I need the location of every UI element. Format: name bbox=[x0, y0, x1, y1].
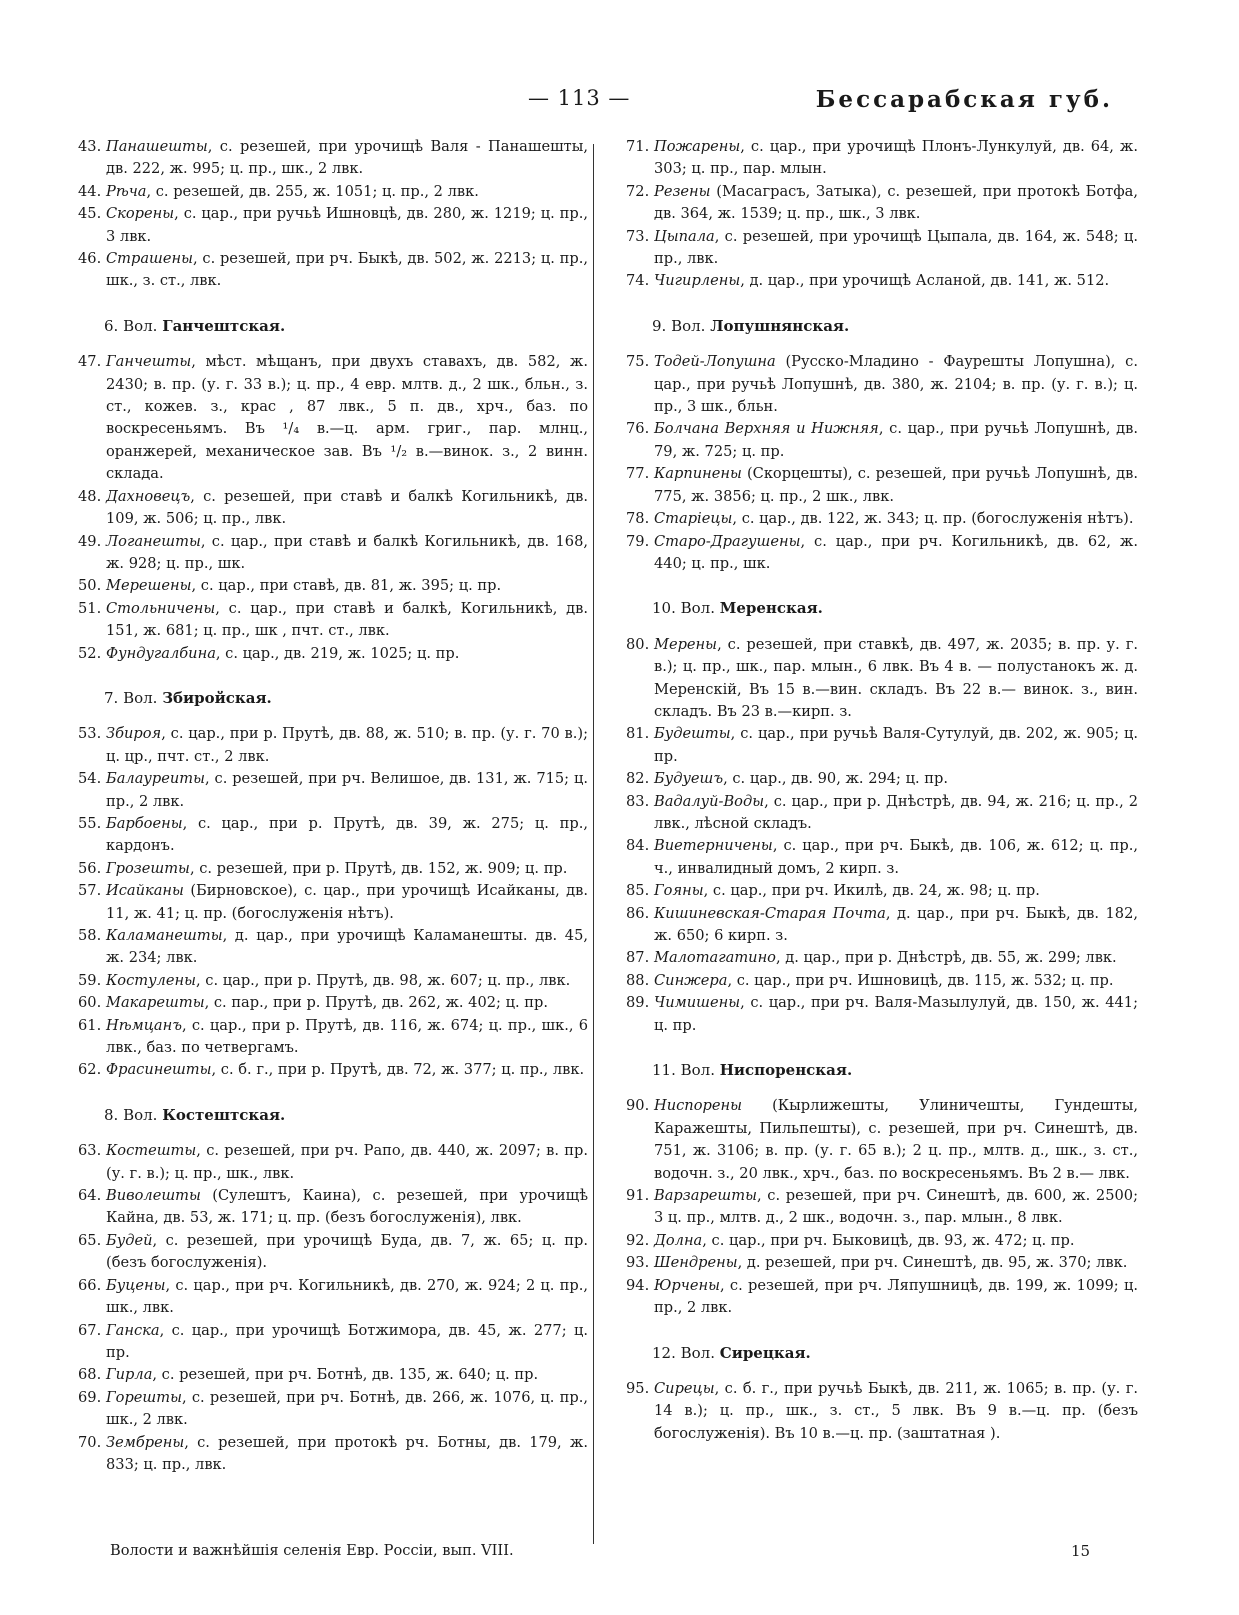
gazetteer-entry bbox=[626, 723, 1138, 768]
entry-text: , с. резешей, при рч. Ляпушницѣ, дв. 199, ж. 1099; ц. пр., 2 лвк. bbox=[654, 1276, 1138, 1317]
entry-number: 73. bbox=[626, 227, 650, 245]
gazetteer-entry bbox=[626, 947, 1138, 969]
settlement-name: Юрчены bbox=[654, 1276, 720, 1294]
entry-text: , с. резешей, при рч. Рапо, дв. 440, ж. 2097; в. пр. (у. г. в.); ц. пр., шк., лвк. bbox=[106, 1142, 588, 1182]
settlement-name: Будей bbox=[106, 1231, 153, 1249]
entry-number: 68. bbox=[78, 1366, 102, 1384]
settlement-name: Мерены bbox=[654, 635, 718, 653]
settlement-name: Фундугалбина bbox=[106, 644, 216, 662]
entry-number: 88. bbox=[626, 971, 650, 989]
section-label: Вол. bbox=[123, 316, 163, 335]
entry-text: , с. цар., при рч. Валя-Мазылулуй, дв. 150, ж. 441; ц. пр. bbox=[654, 994, 1138, 1034]
entry-number: 95. bbox=[626, 1379, 650, 1397]
gazetteer-entry bbox=[78, 970, 588, 992]
settlement-name: Костешты bbox=[106, 1142, 197, 1160]
gazetteer-entry bbox=[78, 248, 588, 293]
entry-number: 48. bbox=[78, 487, 102, 505]
settlement-name: Рѣча bbox=[106, 182, 147, 200]
entry-text: , с. резешей, дв. 255, ж. 1051; ц. пр., 2 лвк. bbox=[146, 182, 479, 200]
gazetteer-entry bbox=[626, 1230, 1138, 1252]
gazetteer-entry bbox=[78, 531, 588, 576]
entry-number: 80. bbox=[626, 635, 650, 653]
section-number: 8. bbox=[104, 1105, 124, 1124]
gazetteer-entry bbox=[78, 351, 588, 485]
settlement-name: Стольничены bbox=[106, 599, 216, 617]
entry-number: 76. bbox=[626, 420, 650, 438]
settlement-name: Исайканы bbox=[106, 882, 184, 900]
section-heading bbox=[652, 1059, 1138, 1081]
gazetteer-entry bbox=[626, 835, 1138, 880]
section-heading bbox=[104, 1104, 588, 1126]
entry-text: , с. цар., при рч. Когильникѣ, дв. 270, ж. 924; 2 ц. пр., шк., лвк. bbox=[106, 1276, 588, 1317]
settlement-name: Ганска bbox=[106, 1321, 160, 1339]
section-number: 7. bbox=[104, 688, 124, 707]
entry-text: (Бирновское), с. цар., при урочищѣ Исайканы, дв. 11, ж. 41; ц. пр. (богослуженія нѣтъ). bbox=[106, 882, 588, 922]
entry-text: , с. цар., при ставѣ и балкѣ, Когильникѣ, дв. 151, ж. 681; ц. пр., шк , пчт. ст., лвк. bbox=[106, 599, 588, 640]
settlement-name: Ниспорены bbox=[654, 1097, 742, 1115]
gazetteer-entry bbox=[78, 1230, 588, 1275]
section-name: Ганчештская. bbox=[162, 316, 286, 335]
column-divider bbox=[593, 144, 594, 1544]
entry-number: 45. bbox=[78, 205, 102, 223]
entry-number: 58. bbox=[78, 927, 102, 944]
settlement-name: Старо-Драгушены bbox=[654, 532, 801, 550]
entry-number: 87. bbox=[626, 949, 650, 967]
gazetteer-entry bbox=[78, 203, 588, 248]
gazetteer-entry bbox=[626, 1378, 1138, 1445]
entry-number: 65. bbox=[78, 1231, 102, 1249]
entry-text: , с. цар., при урочищѣ Ботжимора, дв. 45, ж. 277; ц. пр. bbox=[106, 1321, 588, 1361]
gazetteer-entry bbox=[78, 181, 588, 203]
section-label: Вол. bbox=[671, 316, 711, 335]
settlement-name: Виволешты bbox=[106, 1187, 201, 1205]
entry-text: , с. пар., при р. Прутѣ, дв. 262, ж. 402; ц. пр. bbox=[204, 994, 548, 1012]
gazetteer-entry bbox=[626, 181, 1138, 226]
entry-number: 61. bbox=[78, 1016, 102, 1034]
gazetteer-entry bbox=[626, 418, 1138, 463]
entry-number: 93. bbox=[626, 1254, 650, 1272]
section-number: 9. bbox=[652, 316, 672, 335]
entry-number: 46. bbox=[78, 250, 102, 268]
entry-text: , с. цар., при ручьѣ Валя-Сутулуй, дв. 202, ж. 905; ц. пр. bbox=[654, 725, 1138, 765]
entry-text: , с. резешей, при рч. Синештѣ, дв. 600, ж. 2500; 3 ц. пр., млтв. д., 2 шк., водочн. з., пар. млын., 8 лвк. bbox=[654, 1187, 1138, 1227]
gazetteer-entry bbox=[626, 970, 1138, 992]
entry-number: 64. bbox=[78, 1187, 102, 1205]
entry-text: , с. цар., при р. Прутѣ, дв. 88, ж. 510; в. пр. (у. г. 70 в.); ц. цр., пчт. ст., 2 лвк. bbox=[106, 725, 588, 765]
section-name: Меренская. bbox=[719, 599, 823, 618]
entry-text: , с. цар., при рч. Когильникѣ, дв. 62, ж. 440; ц. пр., шк. bbox=[654, 532, 1138, 572]
section-heading bbox=[104, 315, 588, 337]
entry-text: , д. резешей, при рч. Синештѣ, дв. 95, ж. 370; лвк. bbox=[737, 1254, 1128, 1272]
section-label: Вол. bbox=[680, 599, 720, 618]
entry-text: , с. цар., при ручьѣ Ишновцѣ, дв. 280, ж. 1219; ц. пр., 3 лвк. bbox=[106, 205, 588, 245]
section-number: 12. bbox=[652, 1343, 681, 1362]
gazetteer-entry bbox=[626, 634, 1138, 724]
settlement-name: Горешты bbox=[106, 1388, 182, 1406]
section-label: Вол. bbox=[680, 1061, 720, 1080]
section-name: Лопушнянская. bbox=[710, 316, 850, 335]
entry-text: , с. цар., при рч. Быковицѣ, дв. 93, ж. 472; ц. пр. bbox=[702, 1231, 1075, 1249]
entry-text: , с. цар., при р. Прутѣ, дв. 39, ж. 275; ц. пр., кардонъ. bbox=[106, 814, 588, 855]
gazetteer-entry bbox=[626, 351, 1138, 418]
gazetteer-entry bbox=[78, 1275, 588, 1320]
entry-text: , мѣст. мѣщанъ, при двухъ ставахъ, дв. 582, ж. 2430; в. пр. (у. г. 33 в.); ц. пр., 4 евр. млтв. д., 2 шк., бльн., з. ст., кожев. з., крас , 87 лвк., 5 п. дв., хрч., баз. по воскресеньямъ. Въ ¹/₄ в.—ц. арм. григ., пар. млнц., оранжерей, механическое зав. Въ ¹/₂ в.—винок. з., 2 винн. склада. bbox=[106, 353, 588, 483]
gazetteer-entry bbox=[78, 880, 588, 925]
entry-text: (Сулештъ, Каина), с. резешей, при урочищѣ Кайна, дв. 53, ж. 171; ц. пр. (безъ богослуженія), лвк. bbox=[106, 1187, 588, 1227]
gazetteer-entry bbox=[78, 1432, 588, 1477]
gazetteer-entry bbox=[78, 486, 588, 531]
settlement-name: Старіецы bbox=[654, 510, 733, 528]
entry-text: , с. цар., дв. 122, ж. 343; ц. пр. (богослуженія нѣтъ). bbox=[732, 510, 1134, 528]
gazetteer-entry bbox=[78, 858, 588, 880]
settlement-name: Мерешены bbox=[106, 577, 192, 595]
section-heading bbox=[652, 315, 1138, 337]
settlement-name: Логанешты bbox=[106, 532, 201, 550]
footer-source: Волости и важнѣйшія селенія Евр. Россіи, вып. VIII. bbox=[110, 1542, 514, 1559]
section-name: Костештская. bbox=[162, 1105, 286, 1124]
entry-number: 84. bbox=[626, 837, 650, 855]
settlement-name: Сирецы bbox=[654, 1379, 715, 1397]
settlement-name: Малотагатино bbox=[654, 949, 776, 967]
entry-text: , с. цар., при р. Прутѣ, дв. 116, ж. 674; ц. пр., шк., 6 лвк., баз. по четвергамъ. bbox=[106, 1016, 588, 1057]
gazetteer-entry bbox=[626, 992, 1138, 1037]
settlement-name: Панашешты bbox=[106, 138, 208, 155]
entry-text: (Кырлижешты, Улиничешты, Гундешты, Каражешты, Пильпешты), с. резешей, при рч. Синештѣ, дв. 751, ж. 3106; в. пр. (у. г. 65 в.); 2 ц. пр., млтв. д., шк., з. ст., водочн. з., 20 лвк., хрч., баз. по воскресеньямъ. Въ 2 в.— лвк. bbox=[654, 1097, 1138, 1182]
gazetteer-entry bbox=[626, 270, 1138, 292]
entry-text: , с. цар., при ручьѣ Лопушнѣ, дв. 79, ж. 725; ц. пр. bbox=[654, 420, 1138, 460]
settlement-name: Нѣмцанъ bbox=[106, 1016, 182, 1034]
entry-number: 94. bbox=[626, 1276, 650, 1294]
entry-text: , с. резешей, при урочищѣ Валя - Панашешты, дв. 222, ж. 995; ц. пр., шк., 2 лвк. bbox=[106, 138, 588, 178]
gazetteer-entry bbox=[78, 1320, 588, 1365]
settlement-name: Карпинены bbox=[654, 465, 742, 483]
entry-text: , с. цар., дв. 219, ж. 1025; ц. пр. bbox=[215, 644, 460, 662]
page-number: — 113 — bbox=[528, 86, 631, 110]
entry-number: 74. bbox=[626, 272, 650, 290]
settlement-name: Чигирлены bbox=[654, 272, 741, 290]
settlement-name: Синжера bbox=[654, 971, 728, 989]
entry-number: 53. bbox=[78, 725, 102, 743]
gazetteer-entry bbox=[626, 463, 1138, 508]
gazetteer-entry bbox=[78, 723, 588, 768]
entry-number: 43. bbox=[78, 138, 102, 155]
settlement-name: Кишиневская-Старая Почта bbox=[654, 904, 886, 922]
entry-number: 63. bbox=[78, 1142, 102, 1160]
gazetteer-entry bbox=[78, 813, 588, 858]
settlement-name: Тодей-Лопушна bbox=[654, 353, 776, 371]
gazetteer-entry bbox=[78, 1059, 588, 1081]
entry-number: 78. bbox=[626, 510, 650, 528]
entry-number: 44. bbox=[78, 182, 102, 200]
section-label: Вол. bbox=[123, 1105, 163, 1124]
entry-text: , д. цар., при рч. Быкѣ, дв. 182, ж. 650; 6 кирп. з. bbox=[654, 904, 1138, 944]
gazetteer-entry bbox=[626, 791, 1138, 836]
entry-number: 54. bbox=[78, 770, 102, 788]
settlement-name: Гояны bbox=[654, 882, 704, 900]
entry-text: , с. резешей, при рч. Быкѣ, дв. 502, ж. 2213; ц. пр., шк., з. ст., лвк. bbox=[106, 250, 588, 290]
entry-text: , д. цар., при урочищѣ Каламанешты. дв. 45, ж. 234; лвк. bbox=[106, 927, 588, 967]
entry-number: 79. bbox=[626, 532, 650, 550]
left-column bbox=[78, 136, 588, 1476]
gazetteer-entry bbox=[626, 880, 1138, 902]
gazetteer-entry bbox=[626, 508, 1138, 530]
entry-number: 52. bbox=[78, 644, 102, 662]
settlement-name: Ганчешты bbox=[106, 353, 192, 371]
section-name: Ниспоренская. bbox=[719, 1061, 853, 1080]
entry-number: 57. bbox=[78, 882, 102, 900]
entry-text: , с. резешей, при урочищѣ Буда, дв. 7, ж. 65; ц. пр. (безъ богослуженія). bbox=[106, 1231, 588, 1272]
entry-text: , с. б. г., при р. Прутѣ, дв. 72, ж. 377; ц. пр., лвк. bbox=[211, 1061, 585, 1079]
gazetteer-entry bbox=[78, 136, 588, 181]
entry-number: 92. bbox=[626, 1231, 650, 1249]
entry-number: 83. bbox=[626, 792, 650, 810]
settlement-name: Збироя bbox=[106, 725, 162, 743]
settlement-name: Буцены bbox=[106, 1276, 166, 1294]
section-heading bbox=[104, 687, 588, 709]
entry-text: , с. резешей, при р. Прутѣ, дв. 152, ж. 909; ц. пр. bbox=[189, 859, 568, 877]
entry-number: 50. bbox=[78, 577, 102, 595]
section-name: Збиройская. bbox=[162, 688, 272, 707]
section-label: Вол. bbox=[123, 688, 163, 707]
gazetteer-entry bbox=[626, 768, 1138, 790]
entry-number: 47. bbox=[78, 353, 102, 371]
entry-number: 75. bbox=[626, 353, 650, 371]
settlement-name: Будешты bbox=[654, 725, 731, 743]
settlement-name: Страшены bbox=[106, 250, 194, 268]
settlement-name: Будуешъ bbox=[654, 770, 724, 788]
gazetteer-entry bbox=[78, 575, 588, 597]
settlement-name: Балауреиты bbox=[106, 770, 205, 788]
gazetteer-entry bbox=[78, 1387, 588, 1432]
entry-text: (Русско-Младино - Фаурешты Лопушна), с. цар., при ручьѣ Лопушнѣ, дв. 380, ж. 2104; в. пр. (у. г. в.); ц. пр., 3 шк., бльн. bbox=[654, 353, 1138, 416]
gazetteer-entry bbox=[78, 1140, 588, 1185]
settlement-name: Чимишены bbox=[654, 994, 741, 1012]
entry-text: , с. цар., при ставѣ и балкѣ Когильникѣ, дв. 168, ж. 928; ц. пр., шк. bbox=[106, 532, 588, 572]
running-title: Бессарабская губ. bbox=[815, 86, 1113, 113]
entry-number: 60. bbox=[78, 994, 102, 1012]
gazetteer-entry bbox=[626, 1252, 1138, 1274]
settlement-name: Зембрены bbox=[106, 1433, 185, 1451]
gazetteer-entry bbox=[626, 531, 1138, 576]
section-heading bbox=[652, 1342, 1138, 1364]
section-name: Сирецкая. bbox=[719, 1343, 811, 1362]
entry-text: , с. резешей, при ставѣ и балкѣ Когильникѣ, дв. 109, ж. 506; ц. пр., лвк. bbox=[106, 487, 588, 528]
settlement-name: Виетерничены bbox=[654, 837, 773, 855]
gazetteer-entry bbox=[78, 925, 588, 970]
settlement-name: Каламанешты bbox=[106, 927, 223, 944]
settlement-name: Болчана Верхняя и Нижняя bbox=[654, 420, 879, 438]
entry-text: , с. цар., при р. Днѣстрѣ, дв. 94, ж. 216; ц. пр., 2 лвк., лѣсной складъ. bbox=[654, 792, 1138, 832]
entry-text: , с. резешей, при рч. Ботнѣ, дв. 266, ж. 1076, ц. пр., шк., 2 лвк. bbox=[106, 1388, 588, 1429]
gazetteer-entry bbox=[626, 226, 1138, 271]
entry-number: 66. bbox=[78, 1276, 102, 1294]
gazetteer-entry bbox=[78, 992, 588, 1014]
settlement-name: Гирла bbox=[106, 1366, 153, 1384]
entry-text: , с. резешей, при рч. Велишое, дв. 131, ж. 715; ц. пр., 2 лвк. bbox=[106, 770, 588, 810]
entry-number: 82. bbox=[626, 770, 650, 788]
entry-number: 49. bbox=[78, 532, 102, 550]
gazetteer-entry bbox=[78, 1185, 588, 1230]
entry-number: 72. bbox=[626, 182, 650, 200]
entry-number: 56. bbox=[78, 859, 102, 877]
entry-number: 70. bbox=[78, 1433, 102, 1451]
settlement-name: Фрасинешты bbox=[106, 1061, 212, 1079]
gazetteer-entry bbox=[626, 1185, 1138, 1230]
settlement-name: Варзарешты bbox=[654, 1187, 757, 1205]
gazetteer-entry bbox=[78, 1015, 588, 1060]
gazetteer-entry bbox=[626, 903, 1138, 948]
entry-number: 86. bbox=[626, 904, 650, 922]
entry-number: 67. bbox=[78, 1321, 102, 1339]
gazetteer-entry bbox=[626, 136, 1138, 181]
entry-number: 91. bbox=[626, 1187, 650, 1205]
settlement-name: Цыпала bbox=[654, 227, 715, 245]
entry-text: , с. цар., дв. 90, ж. 294; ц. пр. bbox=[723, 770, 948, 788]
gazetteer-entry bbox=[626, 1275, 1138, 1320]
entry-text: , с. цар., при р. Прутѣ, дв. 98, ж. 607; ц. пр., лвк. bbox=[196, 971, 571, 989]
entry-number: 90. bbox=[626, 1097, 650, 1115]
entry-number: 81. bbox=[626, 725, 650, 743]
section-label: Вол. bbox=[680, 1343, 720, 1362]
entry-number: 62. bbox=[78, 1061, 102, 1079]
gazetteer-entry bbox=[78, 1364, 588, 1386]
entry-text: , с. б. г., при ручьѣ Быкѣ, дв. 211, ж. 1065; в. пр. (у. г. 14 в.); ц. пр., шк., з. ст., 5 лвк. Въ 9 в.—ц. пр. (безъ богослуженія). Въ 10 в.—ц. пр. (заштатная ). bbox=[654, 1379, 1138, 1442]
entry-text: , д. цар., при урочищѣ Асланой, дв. 141, ж. 512. bbox=[740, 272, 1110, 290]
entry-text: , с. цар., при рч. Ишновицѣ, дв. 115, ж. 532; ц. пр. bbox=[727, 971, 1114, 989]
entry-text: , с. цар., при урочищѣ Плонъ-Лункулуй, дв. 64, ж. 303; ц. пр., пар. млын. bbox=[654, 138, 1138, 178]
entry-text: , с. цар., при ставѣ, дв. 81, ж. 395; ц. пр. bbox=[191, 577, 502, 595]
settlement-name: Пожарены bbox=[654, 138, 741, 155]
gazetteer-entry bbox=[78, 643, 588, 665]
section-heading bbox=[652, 597, 1138, 619]
footer-sheet-number: 15 bbox=[1071, 1542, 1091, 1560]
entry-text: , с. резешей, при урочищѣ Цыпала, дв. 164, ж. 548; ц. пр., лвк. bbox=[654, 227, 1138, 268]
settlement-name: Барбоены bbox=[106, 814, 183, 832]
entry-text: (Масаграсъ, Затыка), с. резешей, при протокѣ Ботфа, дв. 364, ж. 1539; ц. пр., шк., 3 лвк. bbox=[654, 182, 1138, 223]
gazetteer-entry bbox=[78, 598, 588, 643]
section-number: 6. bbox=[104, 316, 124, 335]
entry-text: , с. цар., при рч. Икилѣ, дв. 24, ж. 98; ц. пр. bbox=[703, 882, 1040, 900]
entry-number: 85. bbox=[626, 882, 650, 900]
entry-text: , с. резешей, при ставкѣ, дв. 497, ж. 2035; в. пр. у. г. в.); ц. пр., шк., пар. млын., 6 лвк. Въ 4 в. — полустанокъ ж. д. Меренскій, Въ 15 в.—вин. складъ. Въ 22 в.— винок. з., вин. складъ. Въ 23 в.—кирп. з. bbox=[654, 635, 1138, 720]
entry-number: 89. bbox=[626, 994, 650, 1012]
entry-number: 51. bbox=[78, 599, 102, 617]
settlement-name: Резены bbox=[654, 182, 711, 200]
entry-text: , д. цар., при р. Днѣстрѣ, дв. 55, ж. 299; лвк. bbox=[775, 949, 1117, 967]
settlement-name: Долна bbox=[654, 1231, 703, 1249]
section-number: 10. bbox=[652, 599, 681, 618]
entry-number: 69. bbox=[78, 1388, 102, 1406]
entry-number: 71. bbox=[626, 138, 650, 155]
entry-number: 77. bbox=[626, 465, 650, 483]
gazetteer-entry bbox=[626, 1095, 1138, 1185]
entry-text: , с. резешей, при рч. Ботнѣ, дв. 135, ж. 640; ц. пр. bbox=[152, 1366, 539, 1384]
settlement-name: Грозешты bbox=[106, 859, 190, 877]
section-number: 11. bbox=[652, 1061, 681, 1080]
settlement-name: Вадалуй-Воды bbox=[654, 792, 765, 810]
settlement-name: Дахновецъ bbox=[106, 487, 191, 505]
settlement-name: Шендрены bbox=[654, 1254, 738, 1272]
entry-text: , с. цар., при рч. Быкѣ, дв. 106, ж. 612; ц. пр., ч., инвалидный домъ, 2 кирп. з. bbox=[654, 837, 1138, 877]
entry-text: (Скорцешты), с. резешей, при ручьѣ Лопушнѣ, дв. 775, ж. 3856; ц. пр., 2 шк., лвк. bbox=[654, 465, 1138, 505]
settlement-name: Костулены bbox=[106, 971, 196, 989]
entry-number: 59. bbox=[78, 971, 102, 989]
settlement-name: Скорены bbox=[106, 205, 175, 223]
entry-text: , с. резешей, при протокѣ рч. Ботны, дв. 179, ж. 833; ц. пр., лвк. bbox=[106, 1433, 588, 1473]
entry-number: 55. bbox=[78, 814, 102, 832]
gazetteer-entry bbox=[78, 768, 588, 813]
right-column bbox=[626, 136, 1138, 1445]
settlement-name: Макарешты bbox=[106, 994, 205, 1012]
